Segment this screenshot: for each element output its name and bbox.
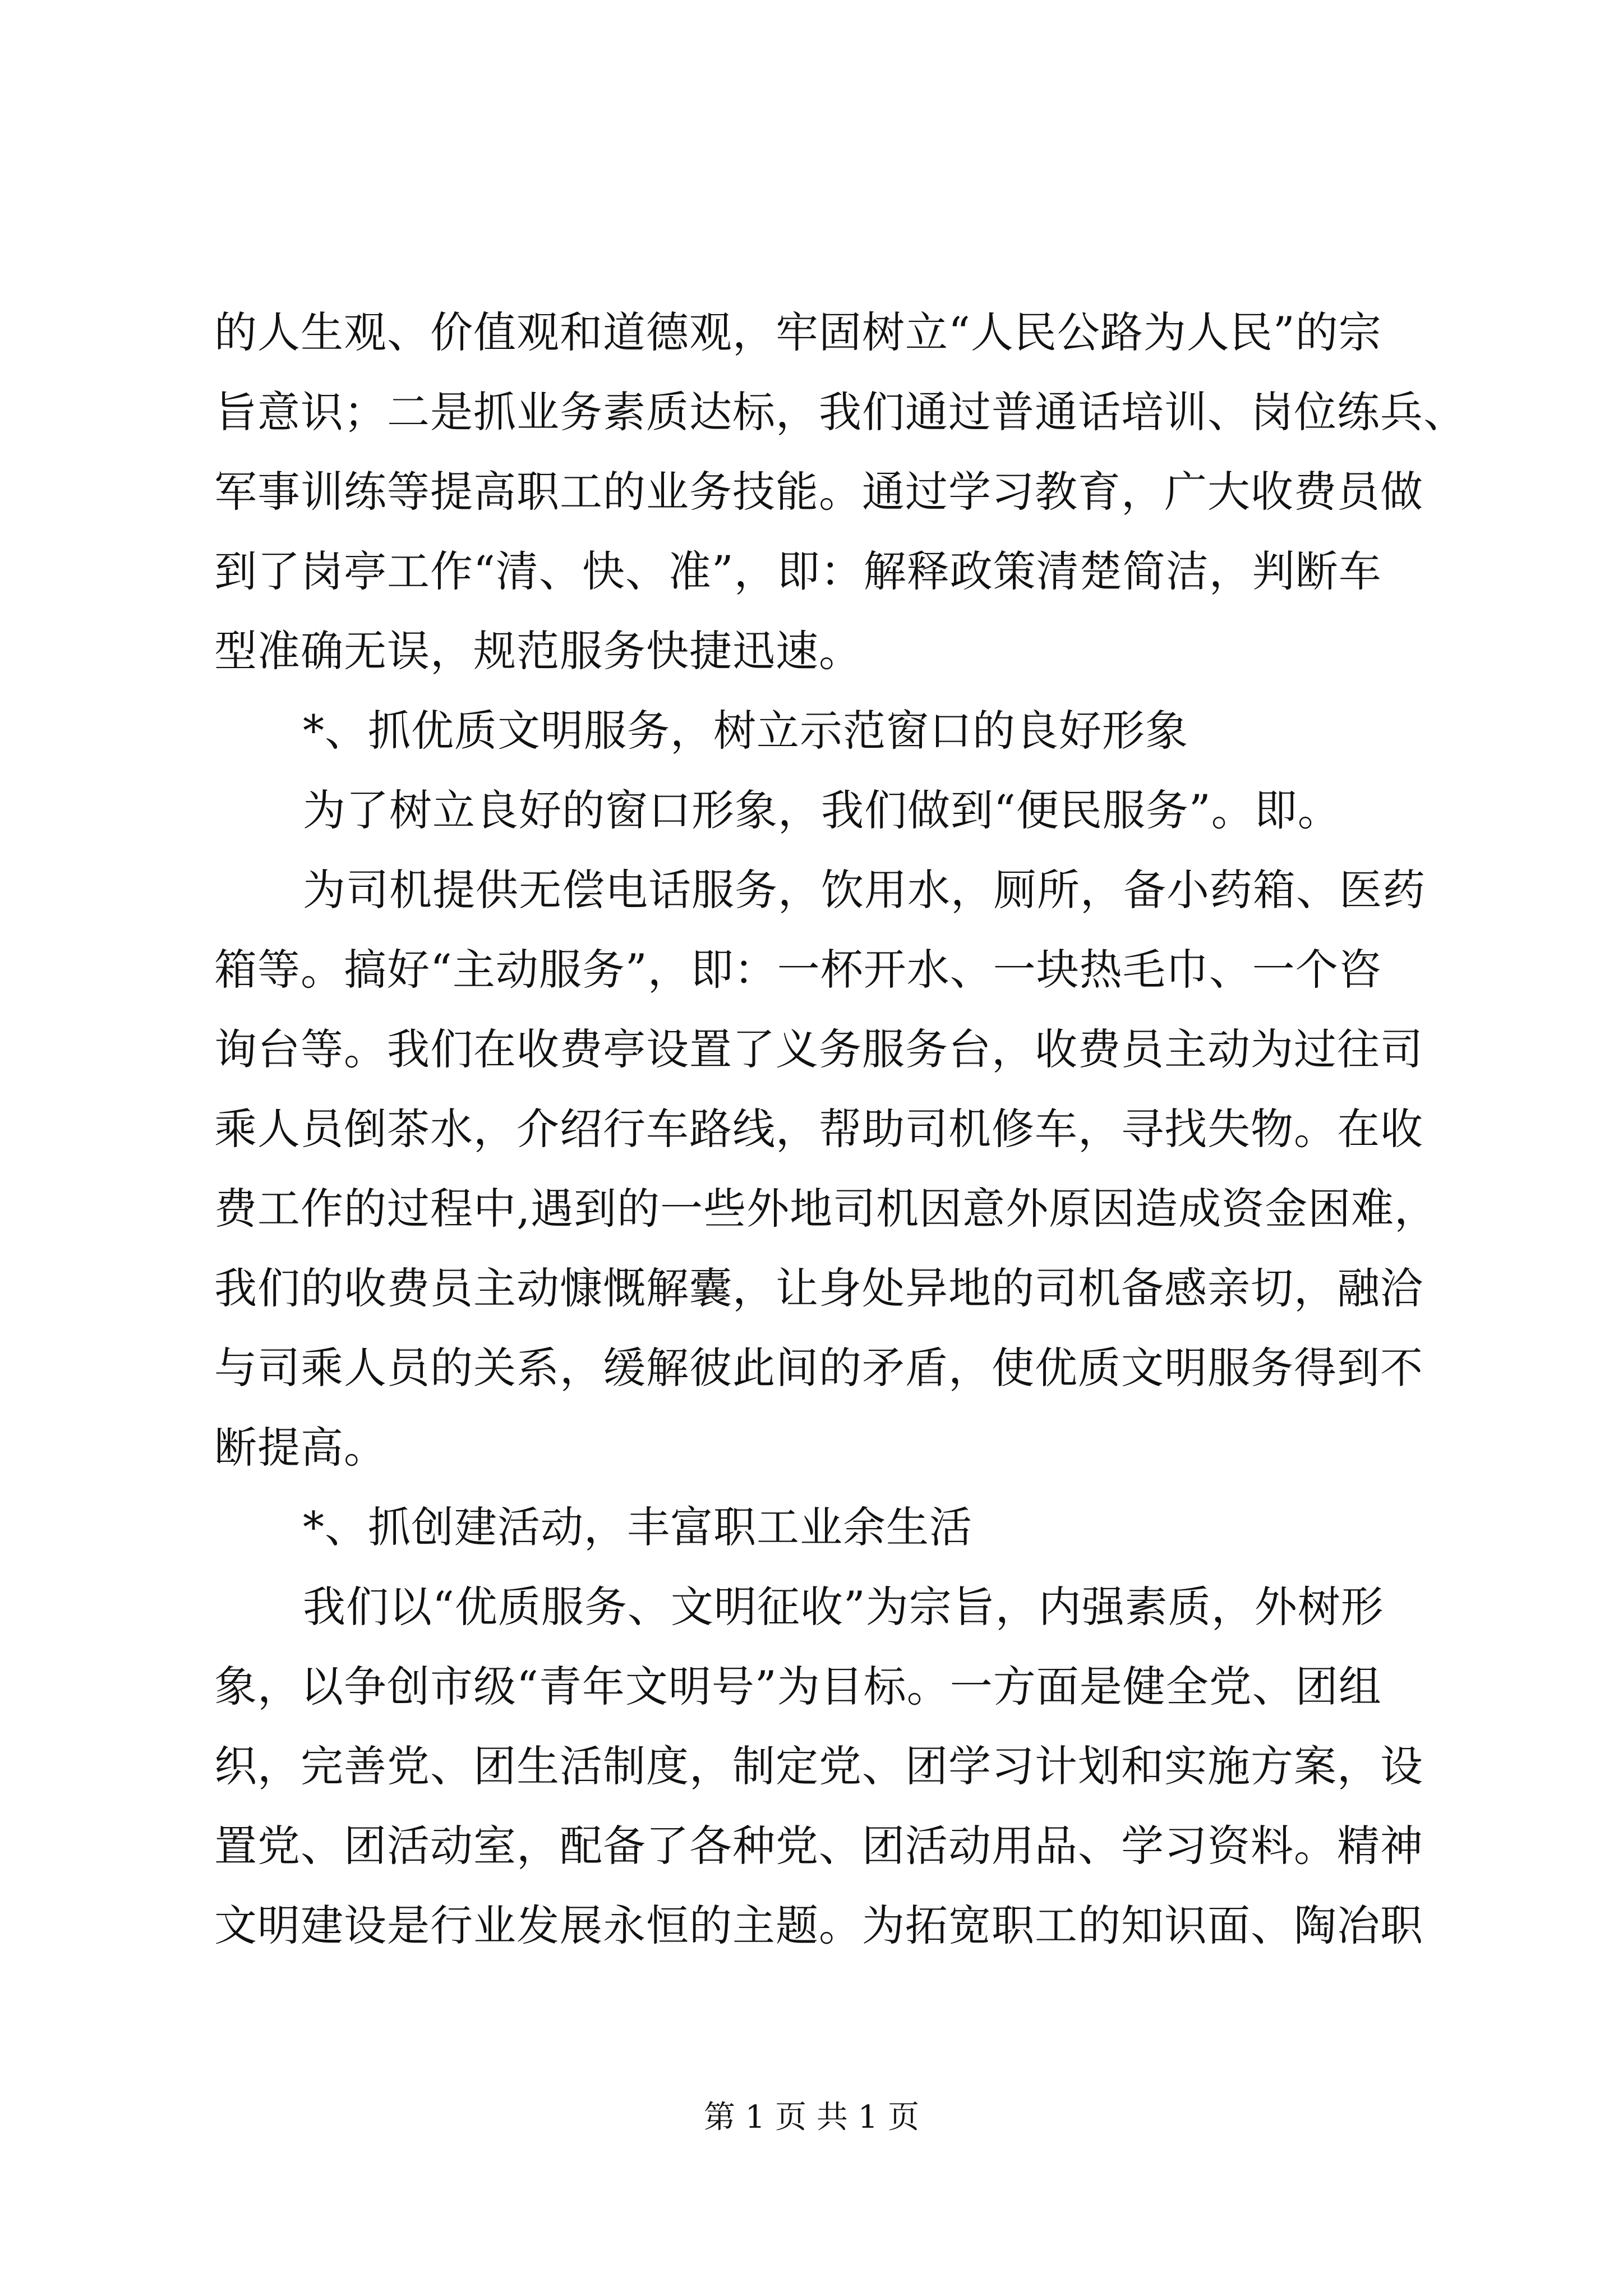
body-line: 型准确无误，规范服务快捷迅速。 [214,626,862,676]
body-line: 文明建设是行业发展永恒的主题。为拓宽职工的知识面、陶冶职 [214,1901,1423,1950]
body-line: 我们的收费员主动慷慨解囊，让身处异地的司机备感亲切，融洽 [214,1263,1423,1313]
body-line: 军事训练等提高职工的业务技能。通过学习教育，广大收费员做 [214,467,1423,517]
body-line: 置党、团活动室，配备了各种党、团活动用品、学习资料。精神 [214,1821,1423,1871]
body-line: 询台等。我们在收费亭设置了义务服务台，收费员主动为过往司 [214,1024,1423,1074]
section-heading: *、抓创建活动，丰富职工业余生活 [303,1502,972,1552]
body-line: 织，完善党、团生活制度，制定党、团学习计划和实施方案，设 [214,1741,1423,1791]
body-line: 箱等。搞好“主动服务”，即：一杯开水、一块热毛巾、一个咨 [214,945,1382,995]
body-line: 为了树立良好的窗口形象，我们做到“便民服务”。即。 [303,785,1341,835]
page-footer: 第 1 页 共 1 页 [703,2099,920,2136]
body-line: 费工作的过程中,遇到的一些外地司机因意外原因造成资金困难， [214,1184,1438,1234]
section-heading: *、抓优质文明服务，树立示范窗口的良好形象 [303,706,1188,756]
body-line: 为司机提供无偿电话服务，饮用水，厕所，备小药箱、医药 [303,865,1426,915]
body-line: 乘人员倒茶水，介绍行车路线，帮助司机修车，寻找失物。在收 [214,1104,1423,1154]
body-line: 旨意识；二是抓业务素质达标，我们通过普通话培训、岗位练兵、 [214,387,1467,437]
body-line: 断提高。 [214,1423,387,1473]
body-line: 我们以“优质服务、文明征收”为宗旨，内强素质，外树形 [303,1582,1384,1632]
body-line: 象，以争创市级“青年文明号”为目标。一方面是健全党、团组 [214,1662,1382,1711]
body-line: 到了岗亭工作“清、快、准”，即：解释政策清楚简洁，判断车 [214,546,1382,596]
body-line: 的人生观、价值观和道德观，牢固树立“人民公路为人民”的宗 [214,307,1382,357]
document-body [214,293,1467,1966]
body-line: 与司乘人员的关系，缓解彼此间的矛盾，使优质文明服务得到不 [214,1343,1423,1393]
